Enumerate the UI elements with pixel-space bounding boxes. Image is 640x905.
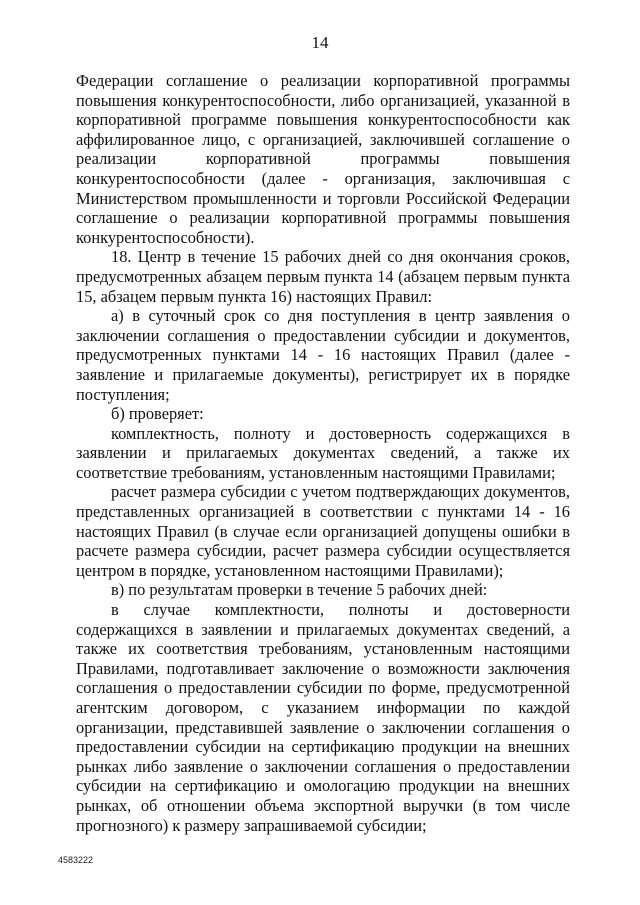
paragraph: в случае комплектности, полноты и достоверности содержащихся в заявлении и прилагаемых документах сведений, а также их соответствия требованиям, установленным настоящими Правилами, подготавливает заключение о возможности заключения соглашения о предоставлении субсидии по форме, предусмотренной агентским договором, с указанием информации по каждой организации, представившей заявление о заключении соглашения о предоставлении субсидии на сертификацию продукции на внешних рынках либо заявление о заключении соглашения о предоставлении субсидии на сертификацию и омологацию продукции на внешних рынках, об отношении объема экспортной выручки (в том числе прогнозного) к размеру запрашиваемой субсидии; (76, 600, 570, 835)
page-number: 14 (311, 33, 329, 52)
paragraph: а) в суточный срок со дня поступления в центр заявления о заключении соглашения о предоставлении субсидии и документов, предусмотренных пунктами 14 - 16 настоящих Правил (далее - заявление и прилагаемые документы), регистрирует их в порядке поступления; (76, 306, 570, 404)
document-body (76, 71, 570, 835)
paragraph: комплектность, полноту и достоверность содержащихся в заявлении и прилагаемых документах сведений, а также их соответствие требованиям, установленным настоящими Правилами; (76, 423, 570, 482)
paragraph: в) по результатам проверки в течение 5 рабочих дней: (111, 580, 488, 600)
paragraph: 18. Центр в течение 15 рабочих дней со дня окончания сроков, предусмотренных абзацем первым пункта 14 (абзацем первым пункта 15, абзацем первым пункта 16) настоящих Правил: (76, 247, 570, 306)
paragraph: расчет размера субсидии с учетом подтверждающих документов, представленных организацией в соответствии с пунктами 14 - 16 настоящих Правил (в случае если организацией допущены ошибки в расчете размера субсидии, расчет размера субсидии осуществляется центром в порядке, установленном настоящими Правилами); (76, 482, 570, 580)
paragraph: Федерации соглашение о реализации корпоративной программы повышения конкурентоспособности, либо организацией, указанной в корпоративной программе повышения конкурентоспособности как аффилированное лицо, с организацией, заключившей соглашение о реализации корпоративной программы повышения конкурентоспособности (далее - организация, заключившая с Министерством промышленности и торговли Российской Федерации соглашение о реализации корпоративной программы повышения конкурентоспособности). (76, 71, 570, 247)
document-code: 4583222 (58, 855, 94, 865)
paragraph: б) проверяет: (111, 404, 204, 424)
